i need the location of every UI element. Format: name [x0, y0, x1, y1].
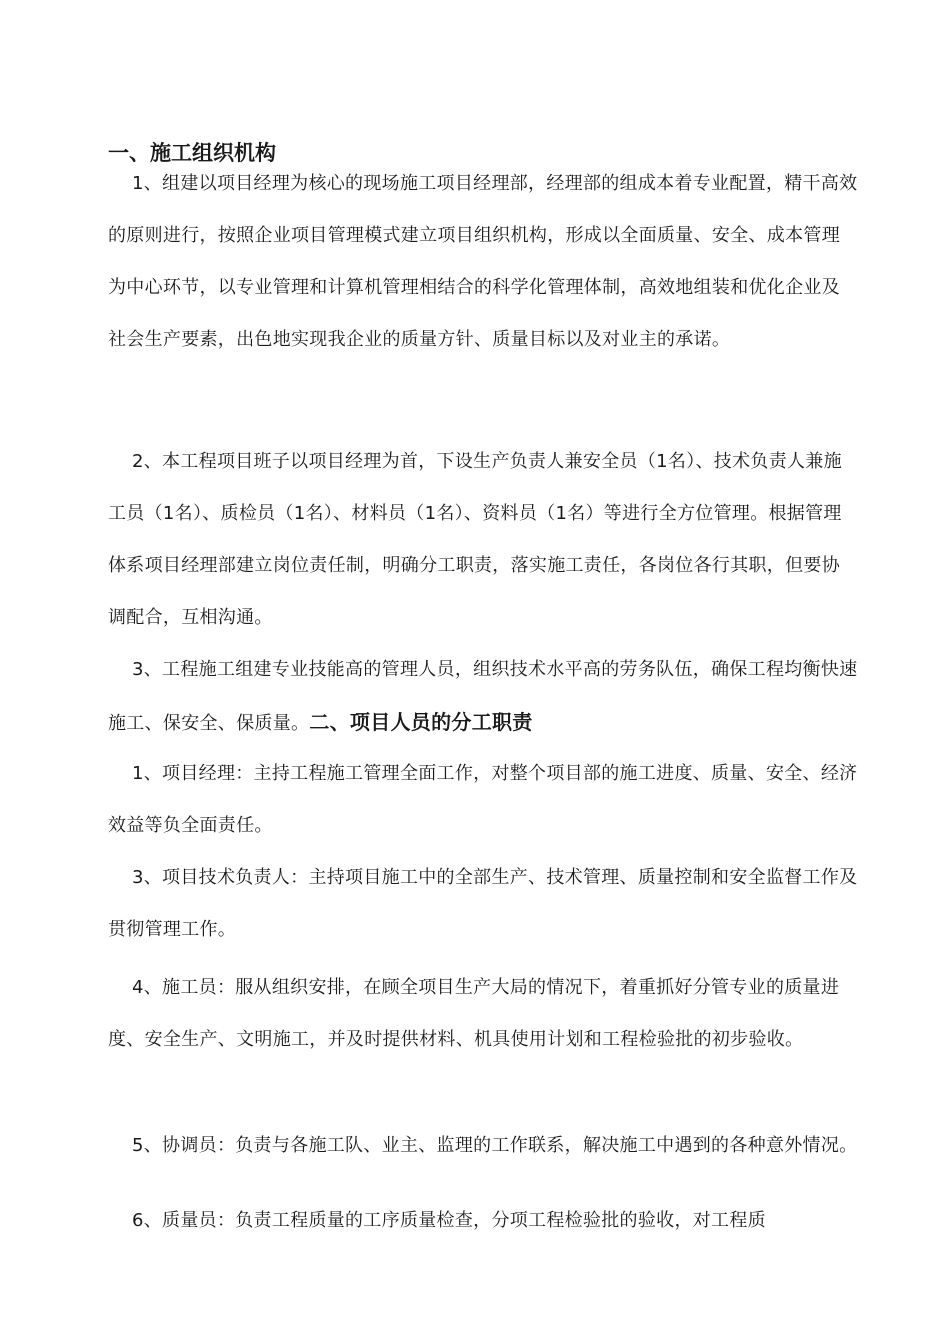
- section-1-paragraph-3-text: 3、工程施工组建专业技能高的管理人员，组织技术水平高的劳务队伍，确保工程均衡快速施工、保安全、保质量。: [108, 659, 858, 734]
- section-2-paragraph-2: 3、项目技术负责人：主持项目施工中的全部生产、技术管理、质量控制和安全监督工作及贯彻管理工作。: [108, 867, 858, 940]
- section-1-title: 一、施工组织机构: [108, 141, 276, 165]
- section-2-title: 二、项目人员的分工职责: [309, 710, 533, 734]
- section-1-paragraph-3: [108, 644, 858, 750]
- section-1-paragraph-1: 1、组建以项目经理为核心的现场施工项目经理部，经理部的组成本着专业配置，精干高效的原则进行，按照企业项目管理模式建立项目组织机构，形成以全面质量、安全、成本管理为中心环节，以专业管理和计算机管理相结合的科学化管理体制，高效地组装和优化企业及社会生产要素，出色地实现我企业的质量方针、质量目标以及对业主的承诺。: [108, 173, 858, 350]
- section-2-paragraph-3: 4、施工员：服从组织安排，在顾全项目生产大局的情况下，着重抓好分管专业的质量进度、安全生产、文明施工，并及时提供材料、机具使用计划和工程检验批的初步验收。: [108, 977, 840, 1050]
- section-2-paragraph-4: 5、协调员：负责与各施工队、业主、监理的工作联系，解决施工中遇到的各种意外情况。: [132, 1135, 858, 1156]
- section-2-paragraph-5: 6、质量员：负责工程质量的工序质量检查，分项工程检验批的验收，对工程质: [132, 1210, 766, 1231]
- section-2-paragraph-1: 1、项目经理：主持工程施工管理全面工作，对整个项目部的施工进度、质量、安全、经济效益等负全面责任。: [108, 763, 858, 836]
- section-1-paragraph-2: 2、本工程项目班子以项目经理为首，下设生产负责人兼安全员（1名）、技术负责人兼施工员（1名）、质检员（1名）、材料员（1名）、资料员（1名）等进行全方位管理。根据管理体系项目经理部建立岗位责任制，明确分工职责，落实施工责任，各岗位各行其职，但要协调配合，互相沟通。: [108, 451, 842, 628]
